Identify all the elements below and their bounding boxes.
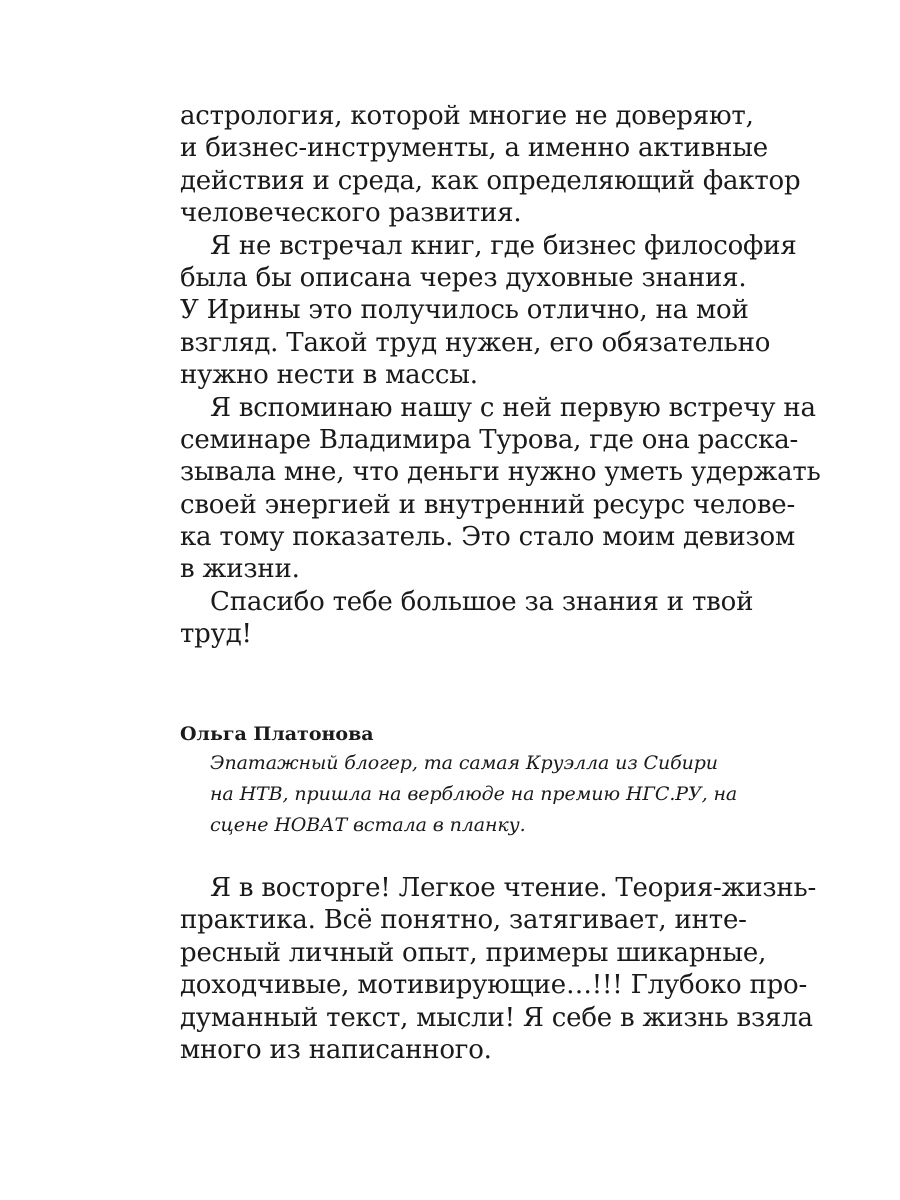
- text-line: много из написанного.: [180, 1034, 492, 1065]
- text-line: своей энергией и внутренний ресурс челове-: [180, 489, 796, 520]
- text-line: ка тому показатель. Это стало моим девизом: [180, 522, 796, 553]
- text-line: зывала мне, что деньги нужно уметь удержать: [180, 457, 821, 488]
- text-line: труд!: [180, 619, 252, 650]
- paragraph-3: [180, 392, 821, 586]
- text-line: астрология, которой многие не доверяют,: [180, 101, 754, 131]
- text-line: Я вспоминаю нашу с ней первую встречу на: [210, 392, 816, 423]
- author-description-line: Эпатажный блогер, та самая Круэлла из Сибири: [210, 752, 718, 774]
- author-description-line: на НТВ, пришла на верблюде на премию НГС.РУ, на: [210, 783, 738, 805]
- text-line: взгляд. Такой труд нужен, его обязательно: [180, 327, 771, 358]
- author-block: [180, 720, 740, 841]
- text-line: семинаре Владимира Турова, где она расска-: [180, 424, 799, 455]
- text-line: Я не встречал книг, где бизнес философия: [210, 230, 797, 261]
- paragraph-4: [180, 586, 754, 651]
- text-line: действия и среда, как определяющий фактор: [180, 165, 801, 196]
- text-line: нужно нести в массы.: [180, 360, 478, 391]
- paragraph-2: [180, 230, 797, 392]
- text-line: Я в восторге! Легкое чтение. Теория-жизнь-: [210, 873, 817, 903]
- text-line: в жизни.: [180, 554, 300, 585]
- text-line: и бизнес-инструменты, а именно активные: [180, 133, 768, 164]
- main-text: [180, 100, 821, 651]
- text-line: человеческого развития.: [180, 198, 522, 229]
- text-line: доходчивые, мотивирующие…!!! Глубоко про-: [180, 970, 808, 1001]
- author-description-line: сцене НОВАТ встала в планку.: [210, 814, 526, 836]
- text-line: У Ирины это получилось отлично, на мой: [180, 295, 749, 326]
- review-text: [180, 872, 817, 1066]
- text-line: практика. Всё понятно, затягивает, инте-: [180, 905, 747, 936]
- author-name: Ольга Платонова: [180, 723, 374, 745]
- text-line: Спасибо тебе большое за знания и твой: [210, 586, 754, 617]
- text-line: думанный текст, мысли! Я себе в жизнь взяла: [180, 1002, 813, 1033]
- paragraph-1: [180, 100, 801, 230]
- text-line: ресный личный опыт, примеры шикарные,: [180, 937, 767, 968]
- text-line: была бы описана через духовные знания.: [180, 262, 747, 293]
